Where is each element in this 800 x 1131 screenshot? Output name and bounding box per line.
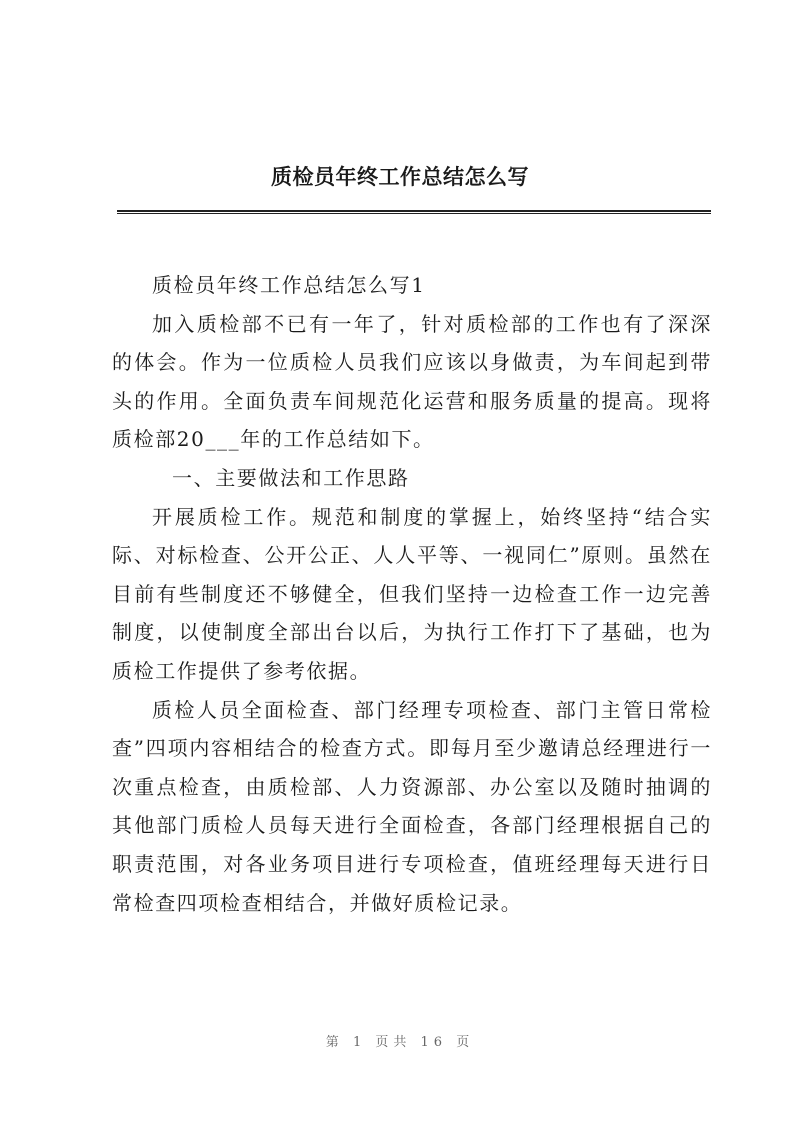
paragraph: 加入质检部不已有一年了，针对质检部的工作也有了深深的体会。作为一位质检人员我们应该以身做责，为车间起到带头的作用。全面负责车间规范化运营和服务质量的提高。现将质检部20___年的工作总结如下。 [112,311,712,452]
section-heading: 一、主要做法和工作思路 [172,465,410,490]
footer-page-current: 1 [352,1035,367,1050]
paragraph: 开展质检工作。规范和制度的掌握上，始终坚持“结合实际、对标检查、公开公正、人人平等、一视同仁”原则。虽然在目前有些制度还不够健全，但我们坚持一边检查工作一边完善制度，以使制度全部出台以后，为执行工作打下了基础，也为质检工作提供了参考依据。 [112,504,712,683]
footer-page-suffix: 页 [456,1035,475,1050]
section-title: 质检员年终工作总结怎么写1 [152,273,426,297]
document-body [112,266,712,922]
title-divider [117,210,711,214]
document-title: 质检员年终工作总结怎么写 [271,165,529,189]
page-footer [0,1031,800,1050]
footer-page-mid: 页共 [375,1035,412,1050]
footer-page-total: 16 [420,1035,448,1050]
paragraph: 质检人员全面检查、部门经理专项检查、部门主管日常检查”四项内容相结合的检查方式。即每月至少邀请总经理进行一次重点检查，由质检部、人力资源部、办公室以及随时抽调的其他部门质检人员每天进行全面检查，各部门经理根据自己的职责范围，对各业务项目进行专项检查，值班经理每天进行日常检查四项检查相结合，并做好质检记录。 [112,697,712,915]
footer-page-prefix: 第 [325,1035,344,1050]
